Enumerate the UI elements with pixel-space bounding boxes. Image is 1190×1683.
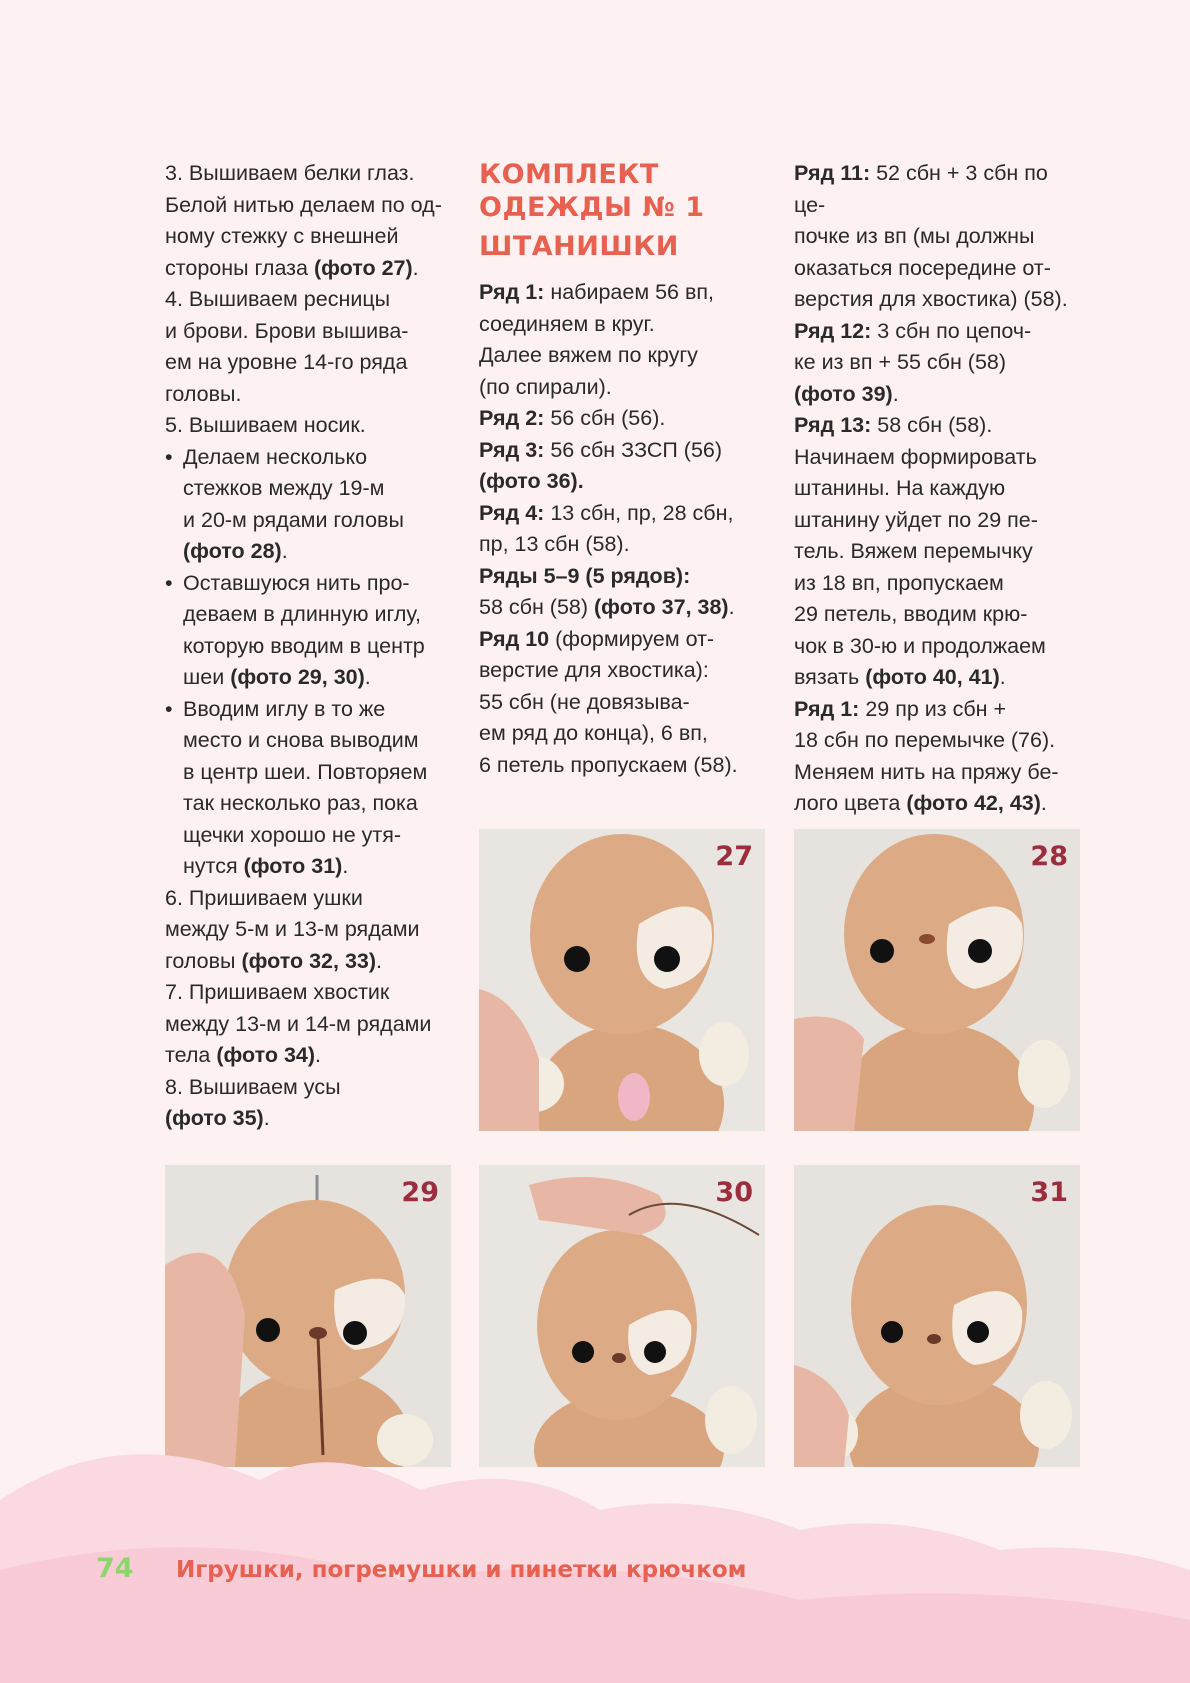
text-line: ному стежку с внешней [165,224,399,248]
text-line: 8. Вышиваем усы [165,1074,341,1099]
bullet-item: • Оставшуюся нить про- деваем в длинную иглу, которую вводим в центр шеи (фото 29, 30). [165,568,455,694]
text-line: почке из вп (мы должны [794,224,1035,248]
text-line: 58 сбн (58) (фото 37, 38). [479,595,735,619]
text-line: Ряды 5–9 (5 рядов): [479,563,691,588]
photo-number: 28 [1030,841,1068,872]
text-line: соединяем в круг. [479,311,655,336]
text-line: головы. [165,381,242,406]
text-line: головы (фото 32, 33). [165,948,383,973]
text-line: Начинаем формировать [794,444,1037,469]
text-line: ем ряд до конца), 6 вп, [479,721,708,745]
text-line: Меняем нить на пряжу бе- [794,759,1059,784]
text-line: 55 сбн (не довязыва- [479,689,690,714]
text-column-3 [794,158,1084,820]
text-column-1 [165,158,455,1135]
text-line: Ряд 2: 56 сбн (56). [479,406,666,430]
bullet-item: • Вводим иглу в то же место и снова выводим в центр шеи. Повторяем так несколько раз, пока щечки хорошо не утя- нутся (фото 31). [165,694,455,883]
text-line: вязать (фото 40, 41). [794,665,1006,689]
text-line: тель. Вяжем перемычку [794,539,1033,563]
photo-number: 30 [715,1177,753,1208]
text-line: между 5-м и 13-м рядами [165,917,420,941]
text-line: 7. Пришиваем хвостик [165,980,390,1004]
subsection-heading: ШТАНИШКИ [479,231,679,262]
page-number: 74 [96,1553,134,1584]
text-line: Ряд 11: 52 сбн + 3 сбн по це- [794,161,1048,217]
text-line: и брови. Брови вышива- [165,318,409,343]
text-line: стороны глаза (фото 27). [165,255,419,280]
text-line: Далее вяжем по кругу [479,343,698,367]
text-line: 6 петель пропускаем (58). [479,752,738,777]
text-line: между 13-м и 14-м рядами [165,1011,432,1036]
text-line: 3. Вышиваем белки глаз. [165,161,415,185]
text-line: Ряд 1: набираем 56 вп, [479,280,715,304]
section-heading: КОМПЛЕКТ ОДЕЖДЫ № 1 [479,159,705,223]
text-line: оказаться посередине от- [794,255,1051,280]
text-line: Ряд 3: 56 сбн ЗЗСП (56) [479,437,723,462]
text-line: тела (фото 34). [165,1043,322,1067]
text-line: ем на уровне 14-го ряда [165,350,408,374]
footer-cloud-decoration [0,1400,1190,1683]
text-line: (фото 36). [479,469,584,493]
text-line: 29 петель, вводим крю- [794,602,1028,626]
crochet-toy-image [479,829,765,1131]
text-line: (фото 39). [794,381,899,406]
text-line: Ряд 12: 3 сбн по цепоч- [794,318,1032,343]
photo-number: 29 [401,1177,439,1208]
photo-number: 27 [715,841,753,872]
text-line: штанины. На каждую [794,476,1006,500]
bullet-item: • Делаем несколько стежков между 19-м и 20-м рядами головы (фото 28). [165,442,455,568]
text-line: из 18 вп, пропускаем [794,570,1004,595]
text-line: 6. Пришиваем ушки [165,885,363,910]
text-line: 5. Вышиваем носик. [165,413,366,437]
photo-number: 31 [1030,1177,1068,1208]
text-line: лого цвета (фото 42, 43). [794,791,1047,815]
text-line: Ряд 10 (формируем от- [479,626,715,651]
text-column-2 [479,158,769,781]
text-line: 18 сбн по перемычке (76). [794,728,1056,752]
text-line: пр, 13 сбн (58). [479,532,630,556]
text-line: 4. Вышиваем ресницы [165,287,391,311]
text-line: верстие для хвостика): [479,658,709,682]
text-line: штанину уйдет по 29 пе- [794,507,1038,532]
text-line: Белой нитью делаем по од- [165,192,442,217]
text-line: верстия для хвостика) (58). [794,287,1068,311]
text-line: Ряд 4: 13 сбн, пр, 28 сбн, [479,500,734,525]
text-line: Ряд 1: 29 пр из сбн + [794,696,1007,721]
text-line: Ряд 13: 58 сбн (58). [794,413,993,437]
text-line: (по спирали). [479,374,612,399]
photo-27 [479,829,765,1131]
photo-28 [794,829,1080,1131]
book-title: Игрушки, погремушки и пинетки крючком [176,1557,747,1583]
text-line: чок в 30-ю и продолжаем [794,633,1046,658]
text-line: (фото 35). [165,1106,270,1130]
text-line: ке из вп + 55 сбн (58) [794,350,1007,374]
crochet-toy-image [794,829,1080,1131]
